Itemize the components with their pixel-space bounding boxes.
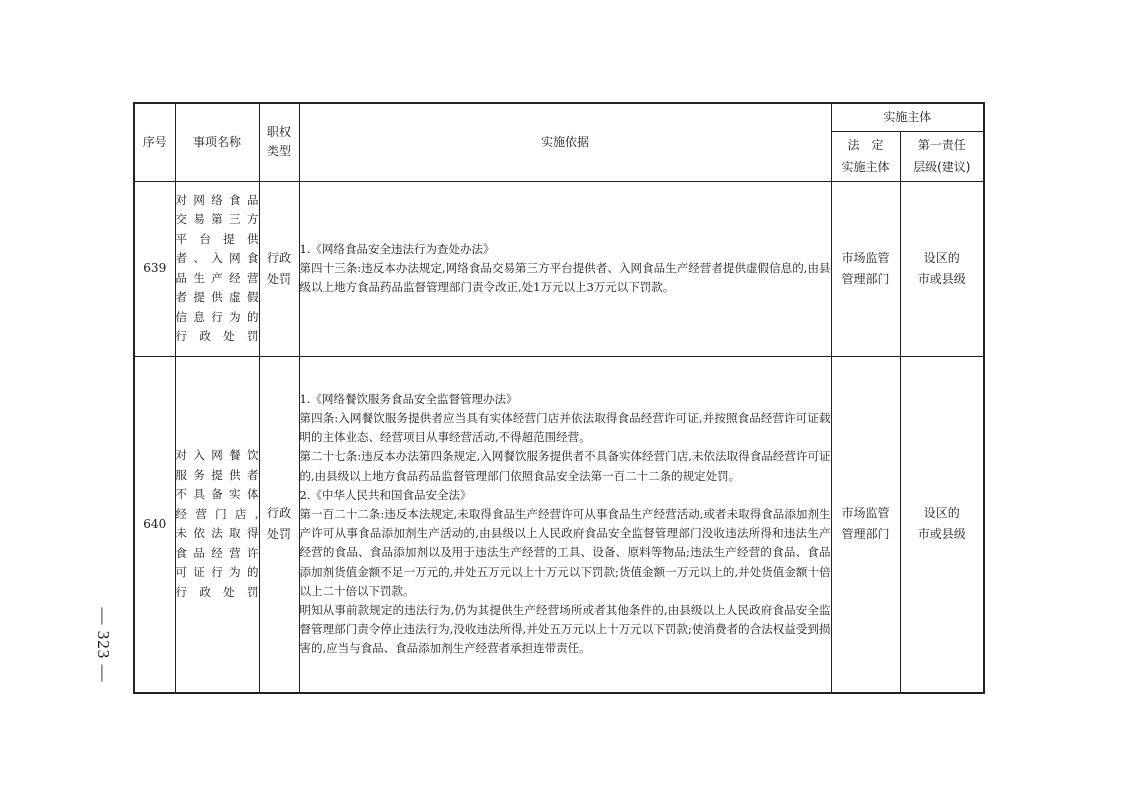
type-line: 行政 [266,250,291,265]
header-type-line1: 职权 [266,125,291,140]
row-power-type [259,181,299,356]
name-line: 者提供虚假 [175,290,259,304]
table-row [134,181,984,356]
name-line: 食品经营许 [175,545,259,560]
basis-paragraph: 第一百二十二条:违反本法规定,未取得食品生产经营许可从事食品生产经营活动,或者未取得食品添加剂生产许可从事食品添加剂生产活动的,由县级以上人民政府食品安全监督管理部门没收违法所得和违法生产经营的食品、食品添加剂以及用于违法生产经营的工具、设备、原料等物品;违法生产经营的食品、食品添加剂货值金额不足一万元的,并处五万元以上十万元以下罚款;货值金额一万元以上的,并处货值金额十倍以上二十倍以下罚款。 [299,507,831,598]
resp-line: 设区的 [923,250,960,265]
basis-paragraph: 2.《中华人民共和国食品安全法》 [299,487,472,502]
legal-line: 市场监管 [841,506,890,521]
matters-table [133,102,985,694]
name-line: 服务提供者 [175,467,259,482]
row-basis [299,181,831,356]
header-basis: 实施依据 [299,103,831,181]
row-seq: 639 [134,181,175,356]
header-seq: 序号 [134,103,175,181]
legal-line: 管理部门 [841,527,890,542]
name-line: 未依法取得 [175,526,259,541]
basis-paragraph: 第二十七条:违反本办法第四条规定,入网餐饮服务提供者不具备实体经营门店,未依法取得食品经营许可证的,由县级以上地方食品药品监督管理部门依照食品安全法第一百二十二条的规定处罚。 [299,449,831,483]
name-line: 者、入网食 [175,251,259,265]
header-name: 事项名称 [175,103,259,181]
type-line: 处罚 [266,527,291,542]
header-responsibility-level [900,131,984,181]
name-line: 对入网餐饮 [175,448,259,463]
name-line: 交易第三方 [175,212,259,226]
header-type-line2: 类型 [266,144,291,159]
resp-line: 市或县级 [917,527,966,542]
legal-line: 市场监管 [841,250,890,265]
row-seq: 640 [134,356,175,693]
name-line: 经营门店, [175,506,259,521]
page-number [83,590,123,700]
name-line: 品生产经营 [175,270,259,285]
name-line: 行政处罚 [175,329,259,343]
basis-paragraph: 1.《网络餐饮服务食品安全监督管理办法》 [299,391,518,406]
header-type [259,103,299,181]
row-responsibility-level [900,181,984,356]
row-legal-subject [831,181,900,356]
name-line: 行政处罚 [175,584,259,599]
name-line: 可证行为的 [175,565,259,580]
row-basis [299,356,831,693]
header-legal-subject [831,131,900,181]
name-line: 信息行为的 [175,309,259,324]
basis-paragraph: 明知从事前款规定的违法行为,仍为其提供生产经营场所或者其他条件的,由县级以上人民政府食品安全监督管理部门责令停止违法行为,没收违法所得,并处五万元以上十万元以下罚款;使消费者的合法权益受到损害的,应当与食品、食品添加剂生产经营者承担连带责任。 [299,603,831,656]
resp-line: 设区的 [923,506,960,521]
row-matter-name [175,356,259,693]
name-line: 不具备实体 [175,487,259,502]
header-legal-line2: 实施主体 [841,160,890,174]
row-matter-name [175,181,259,356]
type-line: 处罚 [266,271,291,286]
name-line: 对网络食品 [175,192,259,207]
basis-paragraph: 第四条:入网餐饮服务提供者应当具有实体经营门店并依法取得食品经营许可证,并按照食品经营许可证载明的主体业态、经营项目从事经营活动,不得超范围经营。 [299,411,831,445]
header-subject-group: 实施主体 [831,103,984,131]
basis-paragraph: 1.《网络食品安全违法行为查处办法》 [299,241,495,256]
row-legal-subject [831,356,900,693]
row-power-type [259,356,299,693]
resp-line: 市或县级 [917,271,966,286]
page-number-text: — 323 — [94,607,113,683]
type-line: 行政 [266,506,291,521]
table-row [134,356,984,693]
header-resp-line1: 第一责任 [917,138,966,152]
name-line: 平台提供 [175,231,259,246]
basis-paragraph: 第四十三条:违反本办法规定,网络食品交易第三方平台提供者、入网食品生产经营者提供虚假信息的,由县级以上地方食品药品监督管理部门责令改正,处1万元以上3万元以下罚款。 [299,260,831,295]
header-resp-line2: 层级(建议) [913,160,971,174]
legal-line: 管理部门 [841,271,890,286]
header-legal-line1: 法 定 [847,138,884,152]
row-responsibility-level [900,356,984,693]
